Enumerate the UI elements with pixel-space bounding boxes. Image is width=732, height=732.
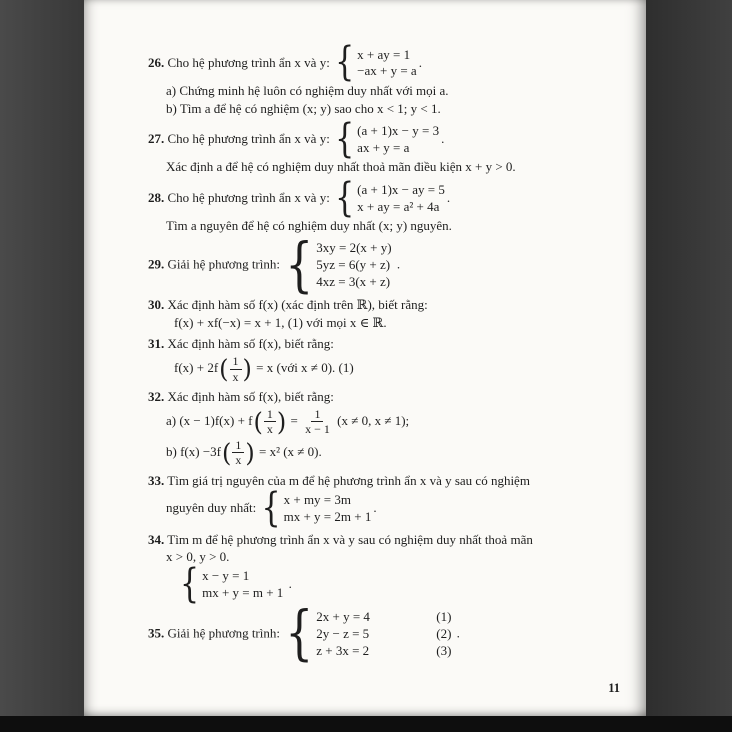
problem-text: b) f(x) −3f	[166, 443, 221, 459]
problem-row	[148, 115, 614, 163]
system-equations	[284, 492, 372, 526]
problem-row	[148, 336, 614, 352]
equation-line: 3xy = 2(x + y)	[316, 240, 392, 256]
equation-system	[261, 484, 372, 532]
right-paren: )	[242, 354, 252, 384]
left-paren: (	[219, 354, 229, 384]
system-equations	[202, 568, 283, 602]
problem-row	[148, 407, 614, 437]
equation-label: (3)	[436, 642, 452, 658]
equation-line: 5yz = 6(y + z)	[316, 257, 391, 273]
equation-label: (2)	[436, 625, 452, 641]
bottom-strip	[0, 716, 732, 732]
problem-text: .	[418, 54, 422, 70]
problem-text: .	[441, 130, 445, 146]
equation-line: x + ay = 1	[357, 46, 411, 62]
problem-row	[148, 174, 614, 222]
problem-item	[148, 336, 614, 384]
problem-row	[148, 101, 614, 117]
problem-text: f(x) + xf(−x) = x + 1, (1) với mọi x ∈ ℝ.	[174, 314, 387, 330]
equation-label: (1)	[436, 609, 452, 625]
system-equations	[316, 240, 391, 291]
problem-number: 32.	[148, 388, 165, 404]
equation-line: x + ay = a² + 4a	[357, 198, 440, 214]
equation-line: mx + y = 2m + 1	[283, 508, 372, 524]
fraction: $\frac{1}{x - 1}$	[305, 406, 330, 437]
problem-text: Xác định hàm số f(x), biết rằng:	[164, 336, 334, 352]
equation-line: x − y = 1	[202, 568, 250, 584]
problem-text: Tìm a nguyên để hệ có nghiệm duy nhất (x; y) nguyên.	[166, 217, 452, 233]
problem-row	[148, 484, 614, 532]
left-margin-shadow	[0, 0, 84, 716]
problem-row	[148, 438, 614, 468]
problem-text: .	[285, 576, 292, 592]
left-brace: {	[335, 39, 355, 87]
problem-text: Cho hệ phương trình ẩn x và y:	[164, 189, 334, 205]
problem-text: a) (x − 1)f(x) + f	[166, 412, 253, 428]
problem-item	[148, 174, 614, 235]
problem-text: nguyên duy nhất:	[166, 499, 260, 515]
problem-row	[148, 560, 614, 609]
equation-line: x + my = 3m	[283, 491, 351, 507]
problem-item	[148, 599, 614, 669]
problem-row	[148, 297, 614, 313]
problem-text: = x² (x ≠ 0).	[255, 443, 322, 459]
problem-row	[148, 389, 614, 405]
problem-row	[148, 549, 614, 565]
problem-text: Cho hệ phương trình ẩn x và y:	[164, 130, 334, 146]
problem-text: b) Tìm a để hệ có nghiệm (x; y) sao cho x < 1; y < 1.	[166, 100, 441, 116]
problem-item	[148, 472, 614, 532]
problem-text: Tìm m để hệ phương trình ẩn x và y sau có nghiệm duy nhất thoả mãn	[164, 531, 533, 547]
problem-number: 27.	[148, 130, 165, 146]
equation-line: mx + y = m + 1	[202, 585, 284, 601]
problem-row	[148, 532, 614, 548]
right-paren: )	[276, 406, 287, 437]
problem-number: 30.	[148, 297, 165, 313]
equation-line: 2x + y = 4 (1)	[316, 609, 452, 625]
left-brace: {	[261, 484, 281, 532]
right-margin-shadow	[646, 0, 732, 716]
problem-row	[148, 315, 614, 331]
left-brace: {	[335, 174, 355, 222]
book-page	[84, 0, 646, 716]
problem-row	[148, 83, 614, 99]
problem-number: 29.	[148, 256, 165, 272]
problem-text: Xác định hàm số f(x), biết rằng:	[164, 388, 334, 404]
left-brace: {	[335, 115, 355, 163]
problem-item	[148, 230, 614, 300]
equation-line: ax + y = a	[357, 139, 410, 155]
page-number: 11	[608, 681, 620, 695]
equation-line: (a + 1)x − ay = 5	[357, 181, 445, 197]
equation-system	[335, 115, 440, 163]
problem-text: .	[453, 625, 460, 641]
problem-number: 26.	[148, 54, 165, 70]
problem-row	[148, 159, 614, 175]
problem-number: 34.	[148, 531, 165, 547]
problem-row	[148, 39, 614, 87]
system-equations	[357, 47, 417, 81]
system-equations	[316, 609, 451, 660]
problem-item	[148, 115, 614, 176]
problem-item	[148, 389, 614, 468]
problem-text: a) Chứng minh hệ luôn có nghiệm duy nhất với mọi a.	[166, 82, 449, 98]
equation-line: −ax + y = a	[357, 63, 417, 79]
problem-text: Giải hệ phương trình:	[164, 256, 284, 272]
problem-item	[148, 531, 614, 609]
problem-text: .	[393, 256, 401, 272]
equation-system	[180, 560, 284, 609]
problem-text: (x ≠ 0, x ≠ 1);	[333, 412, 410, 428]
system-equations	[357, 123, 439, 157]
equation-system	[335, 174, 445, 222]
left-brace: {	[285, 599, 314, 669]
problem-text: Xác định hàm số f(x) (xác định trên ℝ), biết rằng:	[164, 297, 428, 313]
problem-text: Xác định a để hệ có nghiệm duy nhất thoả mãn điều kiện x + y > 0.	[166, 159, 516, 175]
equation-line: z + 3x = 2 (3)	[316, 642, 452, 658]
equation-system	[285, 599, 452, 669]
problem-number: 35.	[148, 625, 165, 641]
left-paren: (	[253, 406, 263, 437]
right-paren: )	[245, 438, 255, 468]
problem-row	[148, 599, 614, 669]
problem-number: 33.	[148, 472, 165, 488]
problem-text: Giải hệ phương trình:	[164, 625, 284, 641]
fraction: ( $\frac{1}{x}$ )	[221, 438, 255, 468]
problem-text: x > 0, y > 0.	[166, 549, 230, 565]
fraction: ( $\frac{1}{x}$ )	[253, 406, 287, 437]
left-brace: {	[285, 230, 314, 300]
problem-row	[148, 218, 614, 234]
equation-line: 2y − z = 5 (2)	[316, 625, 452, 641]
problem-text: f(x) + 2f	[174, 360, 219, 376]
equation-line: (a + 1)x − y = 3	[357, 123, 440, 139]
problem-number: 31.	[148, 336, 165, 352]
problem-text: .	[373, 499, 377, 515]
problem-text: .	[446, 189, 451, 205]
left-paren: (	[221, 438, 232, 468]
problem-text: =	[287, 412, 302, 428]
problems-list	[148, 39, 614, 669]
equation-system	[285, 230, 392, 300]
problem-item	[148, 39, 614, 118]
problem-row	[148, 473, 614, 489]
problem-row	[148, 354, 614, 384]
problem-item	[148, 297, 614, 331]
equation-line: 4xz = 3(x + z)	[316, 274, 391, 290]
problem-number: 28.	[148, 189, 165, 205]
problem-text: Tìm giá trị nguyên của m để hệ phương trình ẩn x và y sau có nghiệm	[164, 472, 530, 488]
left-brace: {	[180, 560, 200, 609]
system-equations	[357, 182, 445, 216]
problem-text: = x (với x ≠ 0). (1)	[252, 360, 354, 376]
fraction: ( $\frac{1}{x}$ )	[219, 354, 252, 384]
problem-row	[148, 230, 614, 300]
problem-text: Cho hệ phương trình ẩn x và y:	[164, 54, 334, 70]
equation-system	[335, 39, 417, 87]
